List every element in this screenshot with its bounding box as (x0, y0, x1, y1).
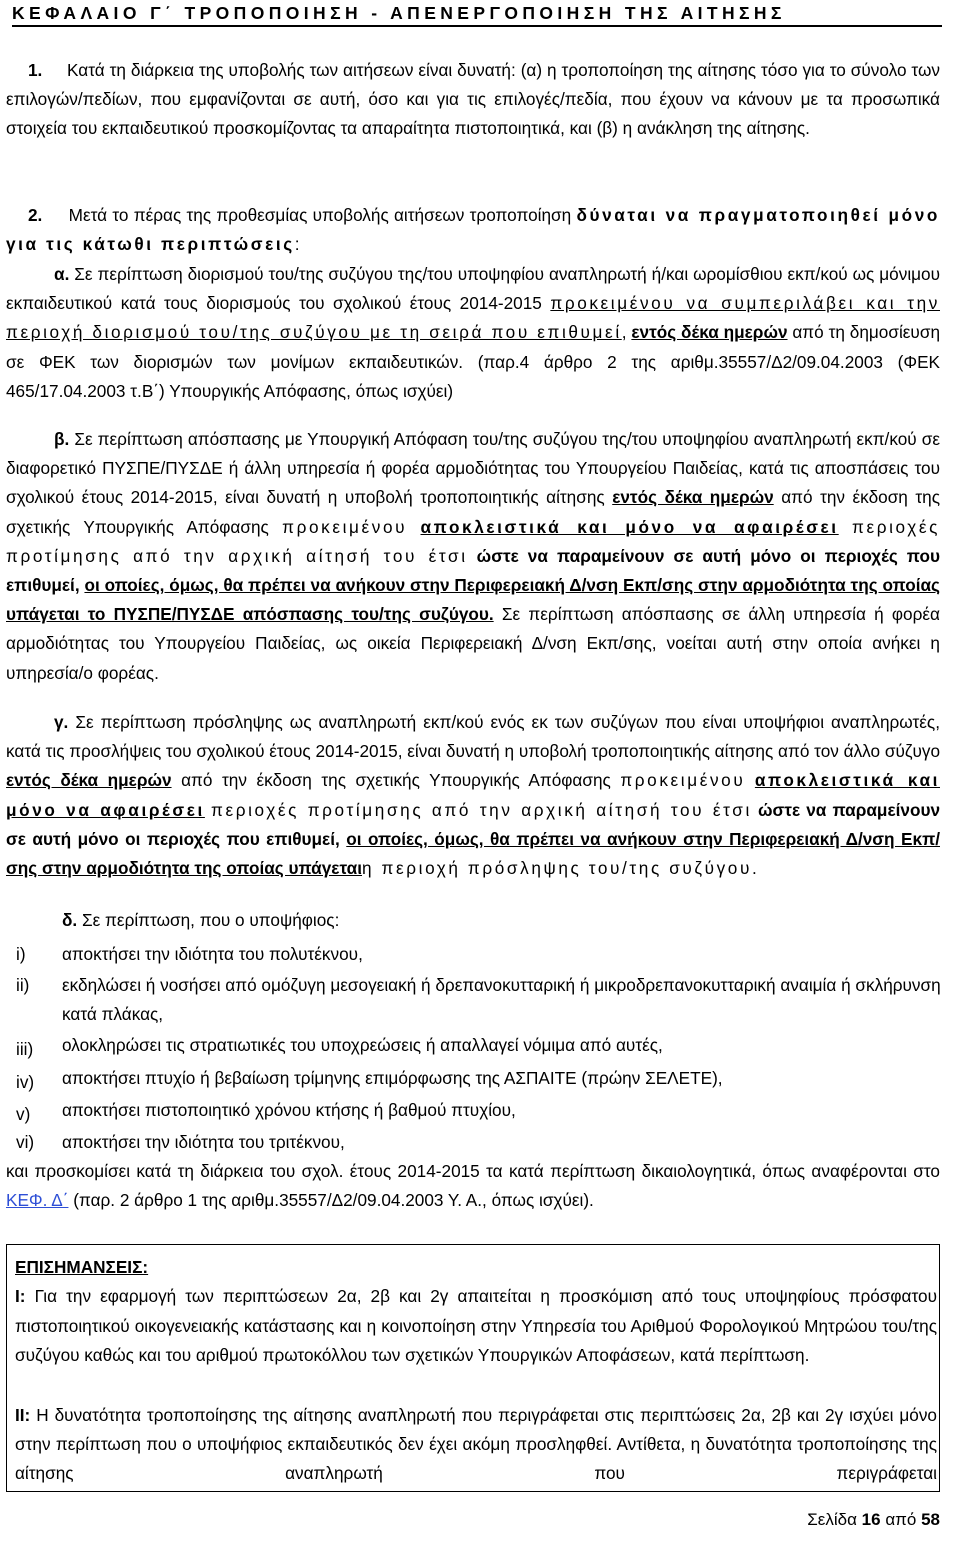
list-item: iv) αποκτήσει πτυχίο ή βεβαίωση τρίμηνης επιμόρφωσης της ΑΣΠΑΙΤΕ (πρώην ΣΕΛΕΤΕ), (16, 1068, 723, 1092)
paragraph-1-number: 1. (28, 60, 43, 80)
chapter-d-link[interactable]: ΚΕΦ. Δ΄ (6, 1190, 69, 1211)
notice-box (6, 1244, 940, 1492)
list-item: ii) εκδηλώσει ή νοσήσει από ομόζυγη μεσογειακή ή δρεπανοκυτταρική ή μικροδρεπανοκυτταρική αναιμία ή σκλήρυνση κατά πλάκας, (16, 975, 941, 1025)
case-b-deadline: εντός δέκα ημερών (612, 487, 774, 508)
case-a-text-1: Σε περίπτωση διορισμού του/της συζύγου της/του υποψηφίου αναπληρωτή ή/και ωρομίσθιου εκπ/κού ως μόνιμου εκπαιδευτικού κατά τους διορισμούς του σχολικού έτους 2014-2015 (6, 264, 940, 314)
page-number: 16 (861, 1510, 881, 1529)
case-c (6, 708, 940, 883)
case-b-text-3: από την έκδοση της σχετικής Υπουργικής Απόφασης (6, 487, 940, 537)
case-b-text-6: περιοχές προτίμησης από την αρχική αίτησή του έτσι (6, 516, 941, 566)
paragraph-2-colon: : (294, 234, 300, 255)
case-c-text-4: προκειμένου (620, 770, 746, 791)
case-b-text-1: Σε περίπτωση απόσπασης με Υπουργική Απόφαση του/της συζύγου της/του υποψηφίου αναπληρωτή εκπ/κού σε διαφορετικό ΠΥΣΠΕ/ΠΥΣΔΕ ή άλλη υπηρεσία ή φορέα αρμοδιότητας του Υπουργείου Παιδείας, κατά τις αποσπάσεις του σχολικού έτους 2014-2015, είναι δυνατή η υποβολή τροποποιητικής αίτησης (6, 429, 940, 508)
case-c-deadline: εντός δέκα ημερών (6, 770, 172, 791)
case-d-list (6, 940, 956, 1158)
notice-title-line (7, 1253, 939, 1282)
case-c-text-1: Σε περίπτωση πρόσληψης ως αναπληρωτή εκπ/κού ενός εκ των συζύγων που είναι υποψήφιοι αναπληρωτές, κατά τις προσλήψεις του σχολικού έτους 2014-2015, είναι δυνατή η υποβολή τροποποιητικής αίτησης από τον άλλο σύζυγο (6, 712, 940, 762)
case-a-text-2: προκειμένου να συμπεριλάβει και την περιοχή διορισμού του/της συζύγου με τη σειρά που επιθυμεί (6, 293, 940, 343)
case-a-reference: (παρ.4 άρθρο 2 της αριθμ.35557/Δ2/09.04.2003 (ΦΕΚ 465/17.04.2003 τ.Β΄) Υπουργικής Απόφασης, όπως ισχύει) (6, 351, 940, 401)
case-c-label: γ. (54, 712, 69, 732)
case-b-text-4: προκειμένου (282, 516, 408, 537)
paragraph-2-emphasis: δύναται να πραγματοποιηθεί μόνο για τις κάτωθι περιπτώσεις (6, 205, 940, 255)
case-d-label: δ. (62, 910, 78, 930)
case-c-text-8: οι οποίες, όμως, θα πρέπει να ανήκουν στην Περιφερειακή Δ/νση Εκπ/σης στην αρμοδιότητα της οποίας υπάγεται (6, 828, 940, 879)
case-c-text-9: η περιοχή πρόσληψης του/της συζύγου (362, 858, 752, 879)
case-c-text-10: . (751, 858, 757, 879)
chapter-heading: ΚΕΦΑΛΑΙΟ Γ΄ ΤΡΟΠΟΠΟΙΗΣΗ - ΑΠΕΝΕΡΓΟΠΟΙΗΣΗ ΤΗΣ ΑΙΤΗΣΗΣ (12, 2, 942, 27)
paragraph-1 (6, 56, 940, 144)
case-b-emphasis: αποκλειστικά και μόνο να αφαιρέσει (420, 516, 839, 537)
list-item: i) αποκτήσει την ιδιότητα του πολυτέκνου, (16, 944, 363, 964)
paragraph-2-number: 2. (28, 205, 43, 225)
notice-1-label: Ι: (15, 1286, 26, 1307)
case-b-text-8: οι οποίες, όμως, θα πρέπει να ανήκουν στην Περιφερειακή Δ/νση Εκπ/σης στην αρμοδιότητα της οποίας υπάγεται το ΠΥΣΠΕ/ΠΥΣΔΕ απόσπασης του/της συζύγου. (6, 575, 940, 625)
case-c-emphasis: αποκλειστικά και μόνο να αφαιρέσει (6, 770, 940, 820)
case-c-text-3: από την έκδοση της σχετικής Υπουργικής Απόφασης (181, 770, 611, 791)
case-a-label: α. (54, 264, 70, 284)
case-c-text-6: περιοχές προτίμησης από την αρχική αίτησή του έτσι (211, 799, 752, 820)
paragraph-2-text: Μετά το πέρας της προθεσμίας υποβολής αιτήσεων τροποποίηση (68, 205, 572, 225)
case-b-text-7: ώστε να παραμείνουν σε αυτή μόνο οι περιοχές που επιθυμεί, (6, 545, 940, 596)
paragraph-2 (6, 201, 940, 259)
case-d-outro: και προσκομίσει κατά τη διάρκεια του σχολ. έτους 2014-2015 τα κατά περίπτωση δικαιολογητικά, όπως αναφέρονται στο ΚΕΦ. Δ΄ (παρ. 2 άρθρο 1 της αριθμ.35557/Δ2/09.04.2003 Υ. Α., όπως ισχύει). (6, 1161, 940, 1211)
case-d-intro-text: Σε περίπτωση, που ο υποψήφιος: (81, 910, 340, 930)
page-footer: Σελίδα 16 από 58 (807, 1510, 940, 1529)
case-b (6, 425, 940, 688)
case-a-deadline: εντός δέκα ημερών (631, 322, 788, 343)
case-c-text-7: ώστε να παραμείνουν σε αυτή μόνο οι περιοχές που επιθυμεί, (6, 799, 941, 849)
list-item: vi) αποκτήσει την ιδιότητα του τριτέκνου, (16, 1132, 345, 1152)
notice-title: ΕΠΙΣΗΜΑΝΣΕΙΣ: (15, 1257, 149, 1277)
notice-2: ΙΙ: Η δυνατότητα τροποποίησης της αίτησης αναπληρωτή που περιγράφεται στις περιπτώσεις 2α, 2β και 2γ ισχύει μόνο στην περίπτωση που ο υποψήφιος εκπαιδευτικός δεν έχει ακόμη προσληφθεί. Αντίθετα, η δυνατότητα τροποποίησης της αίτησης αναπληρωτή που περιγράφεται (15, 1404, 937, 1484)
case-b-text-9: Σε περίπτωση απόσπασης σε άλλη υπηρεσία ή φορέα αρμοδιότητας του Υπουργείου Παιδείας, ως οικεία Περιφερειακή Δ/νση Εκπ/σης, νοείται αυτή στην οποία ανήκει η υπηρεσία/ο φορέας. (6, 604, 940, 683)
paragraph-1-text: Κατά τη διάρκεια της υποβολής των αιτήσεων είναι δυνατή: (α) η τροποποίηση της αίτησης τόσο για το σύνολο των επιλογών/πεδίων, που εμφανίζονται σε αυτή, όσο και για τις επιλογές/πεδία, που έχουν να κάνουν με τα προσωπικά στοιχεία του εκπαιδευτικού προσκομίζοντας τα απαραίτητα πιστοποιητικά, και (β) η ανάκληση της αίτησης. (6, 60, 940, 139)
notice-2-label: ΙΙ: (15, 1404, 31, 1425)
case-a-text-5: από τη δημοσίευση σε ΦΕΚ των διορισμών των μονίμων εκπαιδευτικών. (6, 322, 940, 372)
list-item: iii) ολοκληρώσει τις στρατιωτικές του υποχρεώσεις ή απαλλαγεί νόμιμα από αυτές, (16, 1035, 663, 1059)
case-a (6, 260, 940, 406)
case-a-text-3: , (621, 322, 627, 343)
notice-1: Ι: Για την εφαρμογή των περιπτώσεων 2α, 2β και 2γ απαιτείται η προσκόμιση από τους υποψηφίους πρόσφατου πιστοποιητικού οικογενειακής κατάστασης και η κοινοποίηση στην Υπηρεσία του Αριθμού Φορολογικού Μητρώου του/της συζύγου καθώς και του αριθμού πρωτοκόλλου των σχετικών Υπουργικών Αποφάσεων, κατά περίπτωση. (15, 1286, 937, 1366)
list-item: v) αποκτήσει πιστοποιητικό χρόνου κτήσης ή βαθμού πτυχίου, (16, 1100, 516, 1124)
page-total: 58 (921, 1510, 940, 1529)
case-d-intro (6, 906, 940, 935)
case-b-label: β. (54, 429, 70, 449)
